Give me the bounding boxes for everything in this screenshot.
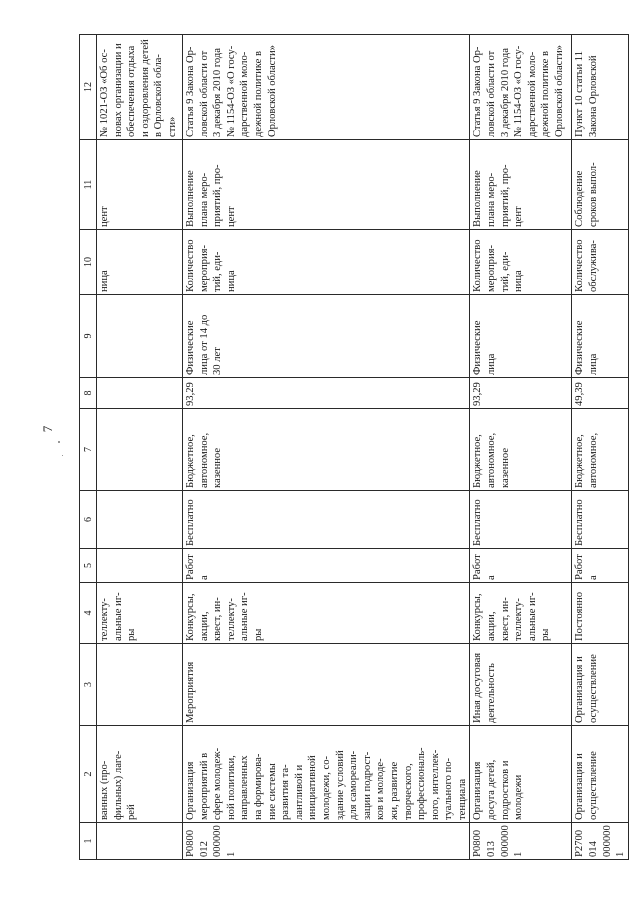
table-cell: Организация мероприятий в сфере молодеж- ной политики, направленных на формирова- ние системы развития та- лантливой и инициативной молодежи, со- здание условий для самореали- зации подрост- ков и молоде- жи, развитие творческого, профессиональ- ного, интеллек- туального по- тенциала: [183, 726, 470, 823]
table-cell: теллекту- альные иг- ры: [97, 583, 183, 644]
table-cell: 93,29: [183, 378, 470, 409]
header-cell: 1: [80, 823, 97, 860]
table-cell: Количество обслужива-: [572, 230, 628, 295]
table-row: [470, 35, 572, 860]
table-cell: Соблюдение сроков выпол-: [572, 140, 628, 230]
table-cell: ванных (про- фильных) лаге- рей: [97, 726, 183, 823]
table-cell: Физические лица: [470, 295, 572, 378]
table-cell: Бюджетное, автономное, казенное: [183, 409, 470, 491]
table-cell: Бесплатно: [183, 491, 470, 549]
table-cell: [97, 295, 183, 378]
table-cell: Иная досуговая деятельность: [470, 644, 572, 726]
table-cell: 93,29: [470, 378, 572, 409]
header-cell: 12: [80, 35, 97, 140]
table-cell: 49,39: [572, 378, 628, 409]
table-cell: [97, 823, 183, 860]
table-cell: Статья 9 Закона Ор- ловской области от 3 декабря 2010 года № 1154-ОЗ «О госу- дарственной моло- дежной политике в Орловской области»: [470, 35, 572, 140]
header-cell: 7: [80, 409, 97, 491]
table-cell: Конкурсы, акции, квест, ин- теллекту- альные иг- ры: [470, 583, 572, 644]
table-cell: Конкурсы, акции, квест, ин- теллекту- альные иг- ры: [183, 583, 470, 644]
header-cell: 2: [80, 726, 97, 823]
table-cell: Организация и осуществление: [572, 644, 628, 726]
table-cell: Р0800012 0000001: [183, 823, 470, 860]
scan-speck: [58, 441, 60, 443]
table-cell: Физические лица: [572, 295, 628, 378]
header-cell: 11: [80, 140, 97, 230]
table-cell: Бюджетное, автономное,: [572, 409, 628, 491]
table-cell: [97, 378, 183, 409]
table-cell: Р0800013 0000001: [470, 823, 572, 860]
table-cell: Мероприятия: [183, 644, 470, 726]
table-cell: Постоянно: [572, 583, 628, 644]
table-cell: Организация и осуществление: [572, 726, 628, 823]
table-row: [183, 35, 470, 860]
table-cell: Бесплатно: [572, 491, 628, 549]
header-cell: 5: [80, 549, 97, 583]
scan-speck: [62, 455, 63, 456]
rotated-page: [79, 35, 627, 860]
services-table: [79, 34, 629, 860]
table-cell: Выполнение плана меро- приятий, про- цент: [183, 140, 470, 230]
table-cell: [97, 491, 183, 549]
table-cell: Выполнение плана меро- приятий, про- цент: [470, 140, 572, 230]
table-cell: № 1021-ОЗ «Об ос- новах организации и обеспечения отдыха и оздоровления детей в Орловской обла- сти»: [97, 35, 183, 140]
table-cell: [97, 644, 183, 726]
table-cell: Физические лица от 14 до 30 лет: [183, 295, 470, 378]
table-cell: Статья 9 Закона Ор- ловской области от 3 декабря 2010 года № 1154-ОЗ «О госу- дарственной моло- дежной политике в Орловской области»: [183, 35, 470, 140]
table-cell: Количество мероприя- тий, еди- ница: [183, 230, 470, 295]
table-cell: [97, 549, 183, 583]
table-cell: Р2700014 0000001: [572, 823, 628, 860]
table-cell: Работа: [470, 549, 572, 583]
header-cell: 8: [80, 378, 97, 409]
table-cell: Количество мероприя- тий, еди- ница: [470, 230, 572, 295]
table-cell: ница: [97, 230, 183, 295]
table-cell: цент: [97, 140, 183, 230]
rotated-table-frame: [79, 35, 627, 860]
table-cell: Организация досуга детей, подростков и молодежи: [470, 726, 572, 823]
header-cell: 9: [80, 295, 97, 378]
header-cell: 3: [80, 644, 97, 726]
table-cell: Пункт 10 статьи 11 Закона Орловской: [572, 35, 628, 140]
table-cell: Бюджетное, автономное, казенное: [470, 409, 572, 491]
header-cell: 4: [80, 583, 97, 644]
table-row: [97, 35, 183, 860]
page-number: 7: [40, 425, 55, 433]
header-cell: 6: [80, 491, 97, 549]
header-row: [80, 35, 97, 860]
table-cell: Бесплатно: [470, 491, 572, 549]
header-cell: 10: [80, 230, 97, 295]
table-cell: [97, 409, 183, 491]
table-cell: Работа: [183, 549, 470, 583]
table-cell: Работа: [572, 549, 628, 583]
table-row: [572, 35, 628, 860]
